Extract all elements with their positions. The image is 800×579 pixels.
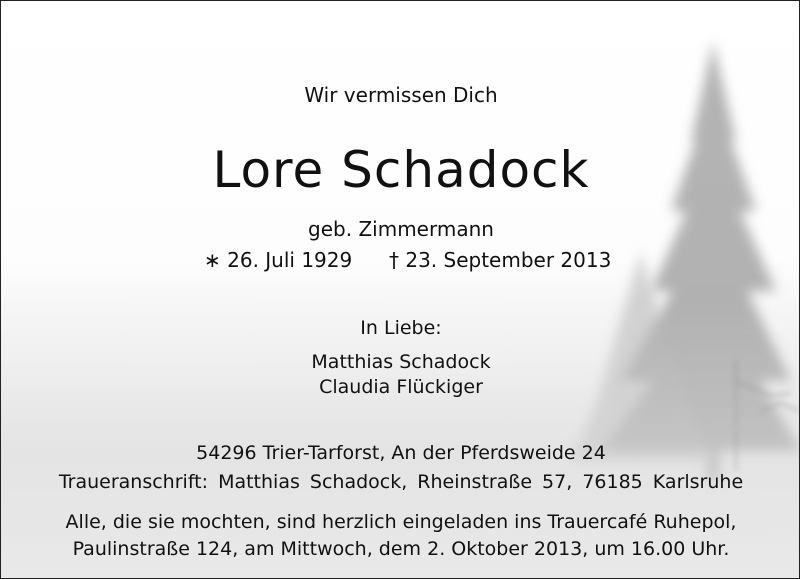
mourner-name: Claudia Flückiger (319, 376, 483, 398)
birth-date: ∗ 26. Juli 1929 (204, 248, 353, 272)
invitation-line: Paulinstraße 124, am Mittwoch, dem 2. Oktober 2013, um 16.00 Uhr. (72, 538, 730, 560)
invitation-line: Alle, die sie mochten, sind herzlich eingeladen ins Trauercafé Ruhepol, (65, 511, 737, 533)
deceased-name: Lore Schadock (212, 141, 590, 199)
mourner-name: Matthias Schadock (311, 351, 491, 373)
mourning-address: Traueranschrift: Matthias Schadock, Rheinstraße 57, 76185 Karlsruhe (58, 471, 744, 493)
in-love-label: In Liebe: (360, 317, 442, 339)
subtitle: Wir vermissen Dich (304, 83, 498, 107)
family-address: 54296 Trier-Tarforst, An der Pferdsweide 24 (196, 442, 606, 464)
death-date: † 23. September 2013 (389, 248, 612, 272)
maiden-name: geb. Zimmermann (308, 217, 494, 241)
